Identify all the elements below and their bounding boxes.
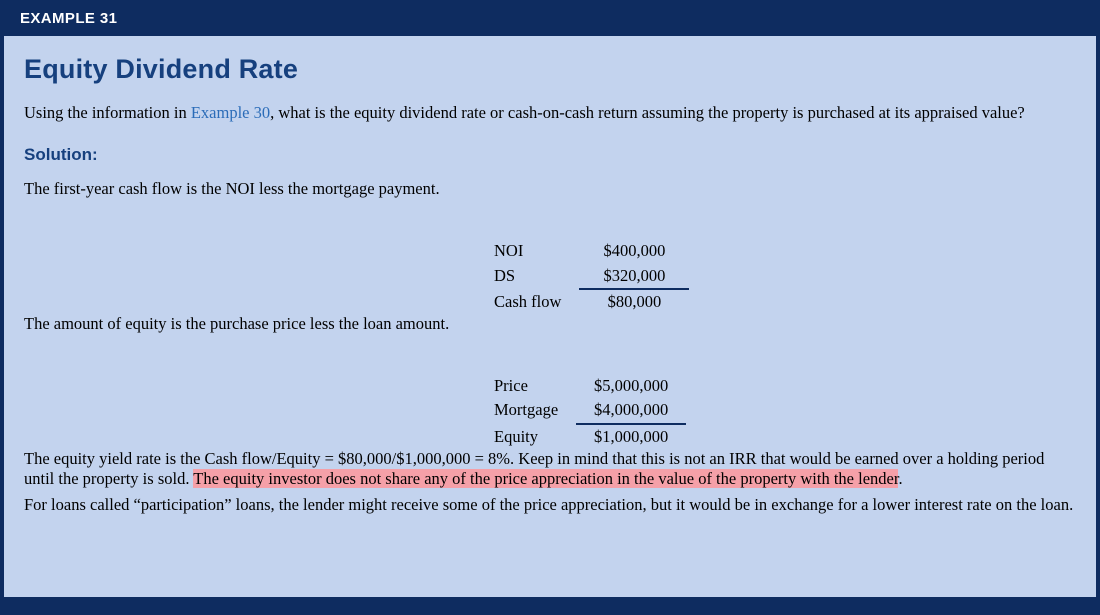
equity-yield-paragraph [24,449,1076,489]
equity-label-price: Price [494,376,528,396]
document-content [4,36,1096,597]
equity-table [494,374,686,449]
equity-value-equity: $1,000,000 [594,426,669,446]
intro-paragraph [24,103,1076,123]
cashflow-label-cashflow: Cash flow [494,291,562,311]
table-row [494,424,686,449]
equity-label-equity: Equity [494,426,538,446]
intro-text-part2: , what is the equity dividend rate or cash-on-cash return assuming the property is purchased at its appraised value? [270,103,1025,122]
table-row [494,289,689,314]
table-row [494,239,689,263]
cashflow-label-ds: DS [494,265,516,285]
example-number-label: EXAMPLE 31 [20,9,118,27]
equity-label-mortgage: Mortgage [494,400,559,420]
example-header-bar [4,0,1100,36]
participation-loans-paragraph: For loans called “participation” loans, the lender might receive some of the price appreciation, but it would be in exchange for a lower interest rate on the loan. [24,495,1074,515]
equity-yield-text-end: . [898,469,903,489]
equity-amount-line: The amount of equity is the purchase price less the loan amount. [24,314,450,334]
cashflow-table [494,239,689,314]
intro-text-part1: Using the information in [24,103,191,122]
table-row [494,264,689,289]
first-year-cashflow-line: The first-year cash flow is the NOI less the mortgage payment. [24,179,440,199]
cashflow-label-noi: NOI [494,241,524,261]
table-row [494,398,686,423]
cashflow-value-noi: $400,000 [603,241,666,261]
cashflow-value-cashflow: $80,000 [607,291,662,311]
highlighted-sentence: The equity investor does not share any of the price appreciation in the value of the property with the lender [193,469,899,489]
cashflow-value-ds: $320,000 [579,264,689,289]
example-30-link[interactable]: Example 30 [190,103,271,122]
solution-heading: Solution: [24,145,98,165]
equity-value-mortgage: $4,000,000 [576,398,686,423]
page-title: Equity Dividend Rate [24,54,299,84]
table-row [494,374,686,398]
equity-value-price: $5,000,000 [594,376,669,396]
equity-yield-text: The equity yield rate is the Cash flow/Equity = $80,000/$1,000,000 = 8%. Keep in mind that this is not an IRR that would be earned over a holding period until the property is sold. [24,448,1045,489]
footer-bar [4,597,1100,615]
